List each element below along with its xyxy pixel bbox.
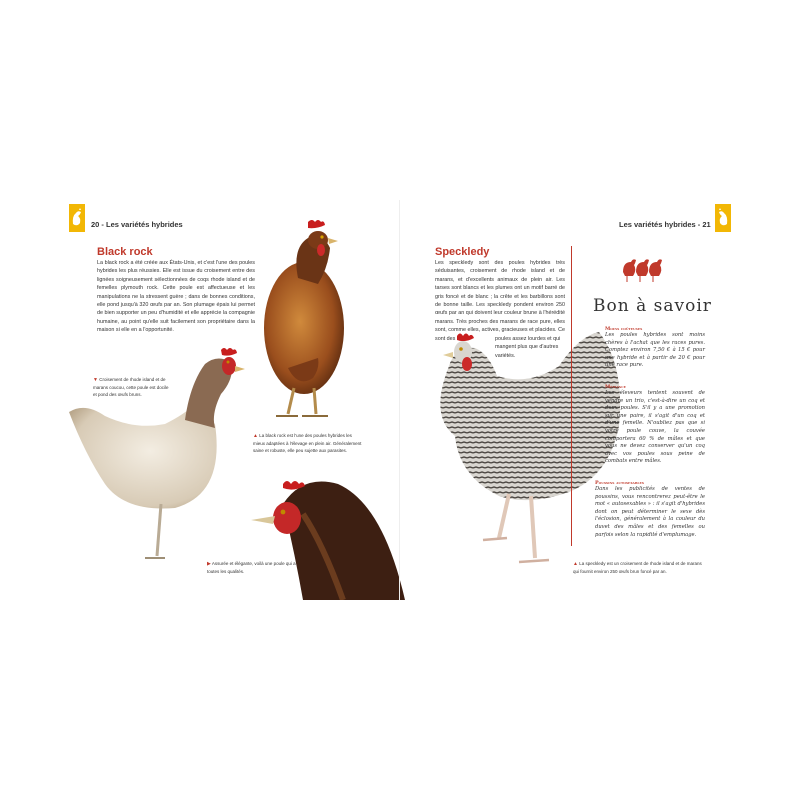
page-folio-right: Les variétés hybrides - 21	[619, 220, 711, 229]
box-heading: Poussins autosexables	[595, 480, 644, 486]
speckledy-text-cont: poules assez lourdes et qui mangent plus que d'autres variétés.	[495, 336, 561, 359]
black-hen-head-photo	[243, 474, 409, 600]
box-heading: Moins coûteuses	[605, 326, 643, 332]
book-spread	[63, 200, 737, 600]
chicken-silhouette-icon	[69, 204, 85, 232]
caption-pointer-up-icon: ▲	[253, 433, 258, 439]
box-section-moins-couteuses	[605, 326, 705, 370]
box-section-poussins	[595, 480, 705, 539]
speckledy-text: Les speckledy sont des poules hybrides très séduisantes, croisement de rhode island et de marans, et d'excellents animaux de plein air. Les tarses sont blancs et les plumes ont un motif barré de gris foncé et de blanc ; la crête et les barbillons sont de bonne taille. Les speckledy pondent environ 250 œufs par an qui doivent leur couleur brune à l'hérédité marans. Très proches des marans de race pure, elles sont, comme elles, actives, gracieuses et placides. Ce sont des	[435, 260, 565, 342]
chapter-tab-left	[69, 204, 85, 232]
page-gutter	[399, 200, 400, 600]
section-title-black-rock: Black rock	[97, 246, 153, 258]
caption-speckledy: ▲ La speckledy est un croisement de rhode island et de marans qui fournit environ 250 œufs brun foncé par an.	[573, 561, 702, 574]
caption-pointer-up-icon: ▲	[573, 561, 578, 567]
caption-cream-hen: ▼ Croisement de rhode island et de marans coucou, cette poule est docile et pond des œufs bruns.	[93, 377, 169, 397]
box-border-line	[571, 246, 572, 546]
caption-pointer-right-icon: ▶	[207, 561, 211, 567]
box-section-mefiance	[605, 384, 705, 466]
box-text: Les éleveurs tentent souvent de vendre un trio, c'est-à-dire un coq et deux poules. S'il y a une promotion sur une paire, il s'agit d'un coq et d'une femelle. N'oubliez pas que si votre poule couve, la couvée comportera 60 % de mâles et que vous ne devez conserver qu'un coq avec vos poules sous peine de combats entre mâles.	[605, 390, 705, 465]
black-rock-text: La black rock a été créée aux États-Unis, et c'est l'une des poules hybrides les plus réussies. Elle est issue du croisement entre des lignées soigneusement sélectionnées de coqs rhode island et de femelles plymouth rock. Cette poule est affectueuse et les manipulations ne la stressent guère ; dans de bonnes conditions, elle pond jusqu'à 320 œufs par an. Son plumage épais lui permet de bien supporter un peu d'humidité et elle apprécie la compagnie humaine, au point qu'elle suit facilement son propriétaire dans la maison si elle en a l'opportunité.	[97, 260, 255, 334]
section-title-speckledy: Speckledy	[435, 246, 490, 258]
page-folio-left: 20 - Les variétés hybrides	[91, 220, 183, 229]
caption-black-hen-head: ▶ Assurée et élégante, voilà une poule qui a toutes les qualités.	[207, 561, 296, 574]
caption-black-rock: ▲ La black rock est l'une des poules hybrides les mieux adaptées à l'élevage en plein air. Généralement saine et robuste, elle peu sujette aux parasites.	[253, 433, 362, 453]
chapter-tab-right	[715, 204, 731, 232]
box-title: Bon à savoir	[593, 296, 712, 316]
chicken-silhouette-icon	[715, 204, 731, 232]
three-hens-icon	[619, 250, 663, 284]
caption-pointer-down-icon: ▼	[93, 377, 98, 383]
box-text: Les poules hybrides sont moins chères à l'achat que les races pures. Comptez environ 7,50 € à 15 € pour une hybride et à partir de 20 € pour une race pure.	[605, 332, 705, 369]
brown-hen-photo	[258, 218, 358, 426]
box-heading: Méfiance	[605, 384, 626, 390]
box-text: Dans les publicités de ventes de poussins, vous rencontrerez peut-être le mot « autosexables » : il s'agit d'hybrides dont on peut déterminer le sexe dès l'éclosion, généralement à la couleur du duvet des mâles et des femelles ou parfois selon la rapidité d'emplumage.	[595, 486, 705, 538]
